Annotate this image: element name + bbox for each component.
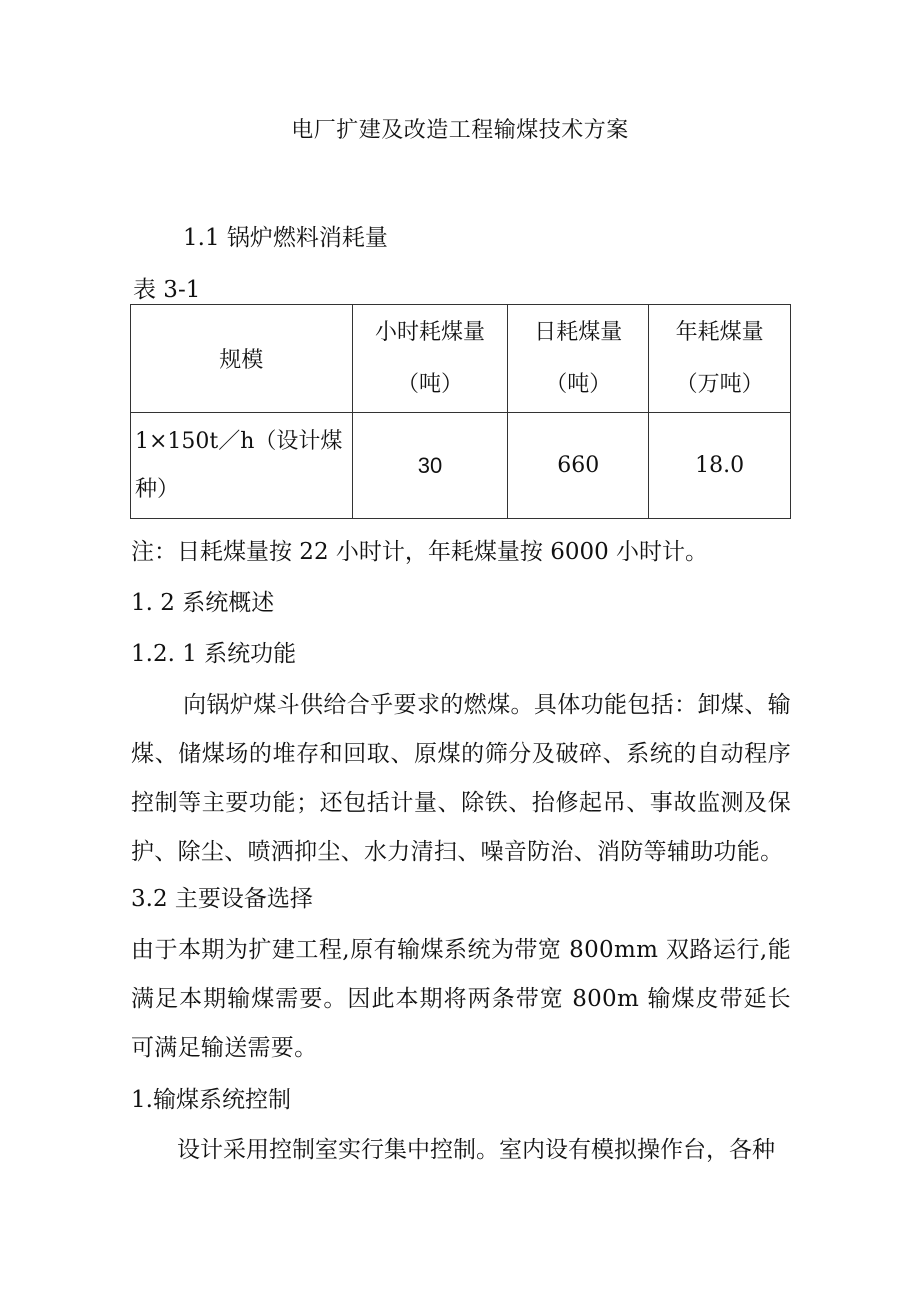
section-heading-1-1: 1.1 锅炉燃料消耗量 [183,225,388,251]
cell-scale-line1: 1×150t／h（设计煤 [135,428,343,454]
header-daily-unit: （吨） [545,371,612,397]
table-note: 注：日耗煤量按 22 小时计，年耗煤量按 6000 小时计。 [131,539,709,565]
table-header-row [131,305,791,413]
table-caption: 表 3-1 [133,277,201,303]
header-daily-label: 日耗煤量 [534,319,623,345]
coal-consumption-table [130,304,791,519]
header-yearly [649,305,791,413]
header-scale-label: 规模 [219,348,264,373]
section-heading-1-2-1: 1.2. 1 系统功能 [131,641,297,667]
section-heading-3-2: 3.2 主要设备选择 [131,886,313,912]
section-heading-control: 1.输煤系统控制 [131,1087,291,1113]
paragraph-equipment: 由于本期为扩建工程,原有输煤系统为带宽 800mm 双路运行,能满足本期输煤需要。因此本期将两条带宽 800m 输煤皮带延长可满足输送需要。 [131,937,791,1061]
header-daily [508,305,649,413]
cell-scale [131,413,353,519]
cell-yearly: 18.0 [649,413,791,519]
document-title: 电厂扩建及改造工程输煤技术方案 [291,118,629,143]
header-hourly-label: 小时耗煤量 [375,319,486,345]
header-yearly-unit: （万吨） [675,371,764,397]
cell-scale-line2: 种） [135,476,180,502]
paragraph-system-function [131,681,791,877]
header-yearly-label: 年耗煤量 [675,319,764,345]
cell-hourly: 30 [352,413,508,519]
table-row [131,413,791,519]
cell-daily: 660 [508,413,649,519]
header-hourly [352,305,508,413]
header-scale [131,305,353,413]
header-hourly-unit: （吨） [397,371,464,397]
paragraph-system-function-text: 向锅炉煤斗供给合乎要求的燃煤。具体功能包括：卸煤、输煤、储煤场的堆存和回取、原煤的筛分及破碎、系统的自动程序控制等主要功能；还包括计量、除铁、抬修起吊、事故监测及保护、除尘、喷洒抑尘、水力清扫、噪音防治、消防等辅助功能。 [131,692,791,865]
section-heading-1-2: 1. 2 系统概述 [131,590,275,616]
paragraph-control: 设计采用控制室实行集中控制。室内设有模拟操作台，各种 [177,1137,775,1163]
